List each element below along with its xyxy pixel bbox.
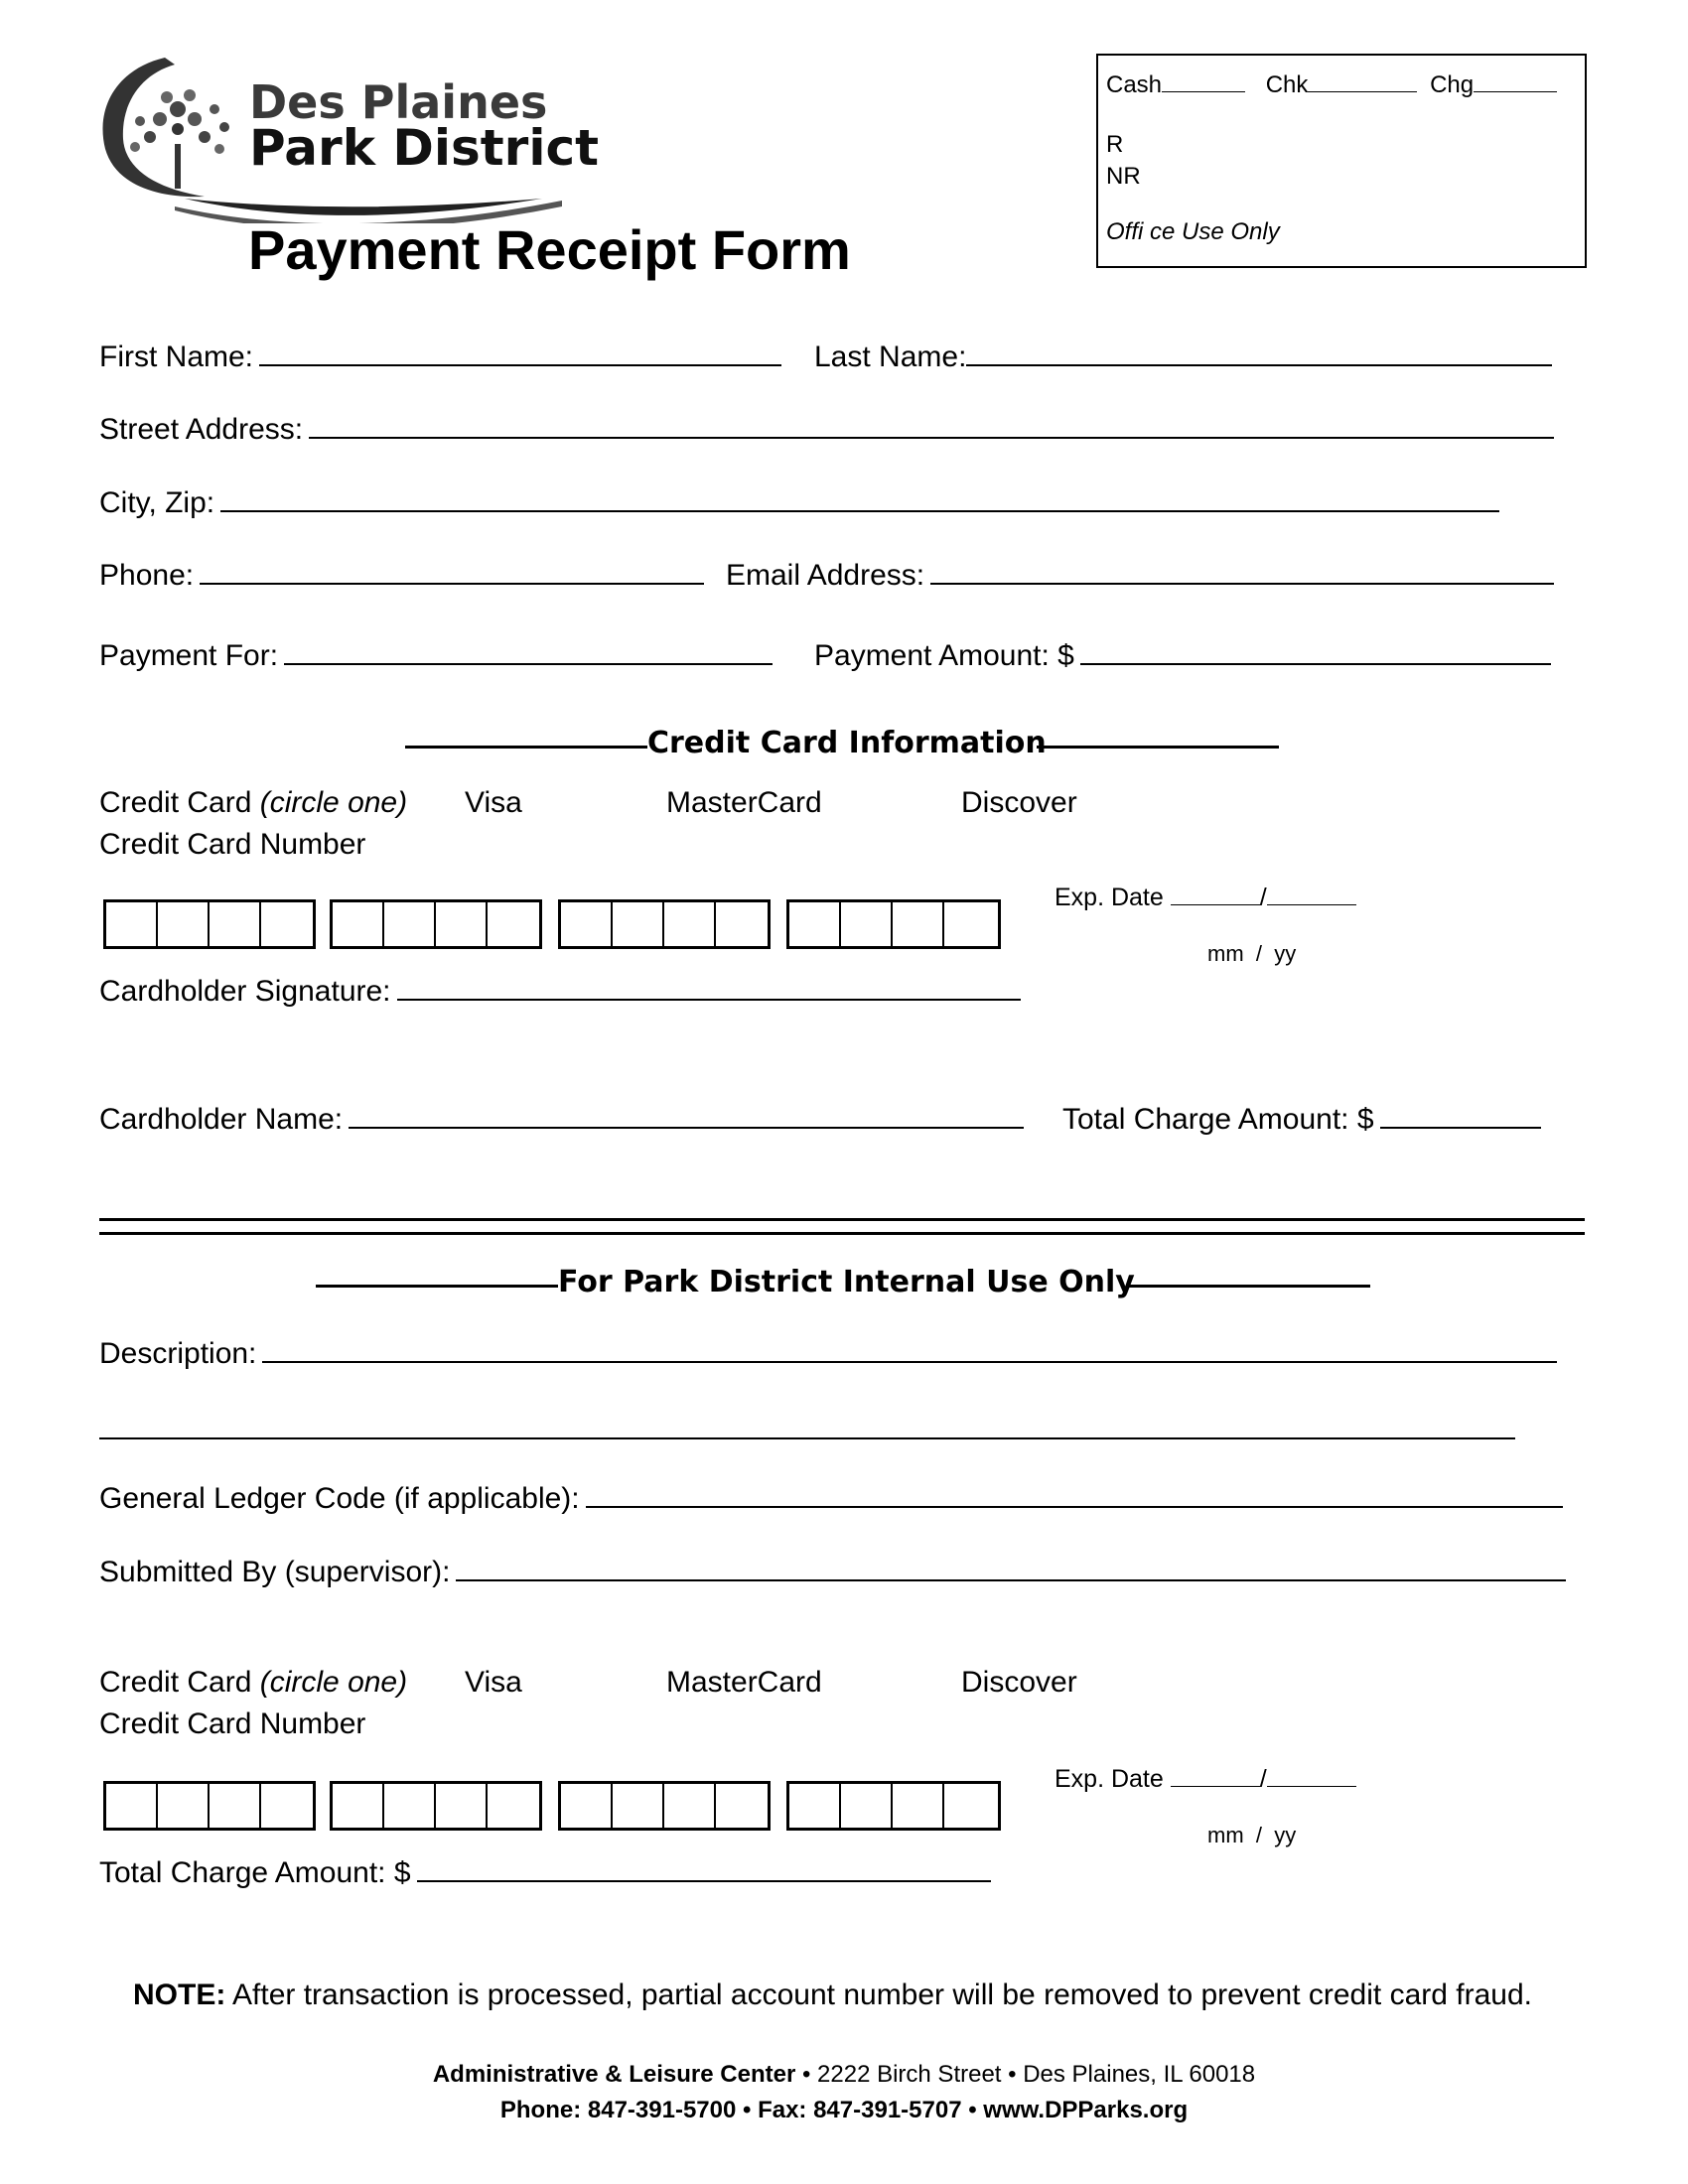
cc-digit-box[interactable] xyxy=(436,902,488,946)
page-title: Payment Receipt Form xyxy=(248,218,851,281)
divider-rule-top xyxy=(99,1218,1585,1221)
footer-address-text: • 2222 Birch Street • Des Plaines, IL 60018 xyxy=(801,2061,1256,2088)
description-field-line-2[interactable] xyxy=(99,1437,1515,1439)
phone-label: Phone: xyxy=(99,559,195,592)
cc-digit-box[interactable] xyxy=(893,902,944,946)
cc-number-group-4[interactable] xyxy=(786,899,1001,949)
cc-digit-box[interactable] xyxy=(158,902,210,946)
submitted-by-field[interactable] xyxy=(456,1579,1566,1581)
divider-rule-bottom xyxy=(99,1232,1585,1235)
note-row xyxy=(133,1980,1532,2010)
payment-amount-label: Payment Amount: $ xyxy=(814,639,1074,672)
ledger-row xyxy=(99,1484,1563,1514)
last-name-label: Last Name: xyxy=(814,341,967,373)
payment-for-label: Payment For: xyxy=(99,639,279,672)
exp-date-row xyxy=(1055,886,1356,910)
internal-cc-circle-one: (circle one) xyxy=(259,1666,408,1699)
office-chk-label: Chk xyxy=(1265,71,1309,98)
internal-exp-year-field[interactable] xyxy=(1267,1786,1356,1787)
internal-exp-date-format: mm / yy xyxy=(1207,1823,1297,1847)
cc-digit-box[interactable] xyxy=(664,1784,716,1828)
cc-visa-option[interactable]: Visa xyxy=(465,786,522,819)
submitted-by-row xyxy=(99,1558,1566,1587)
internal-cc-mastercard-option[interactable]: MasterCard xyxy=(666,1666,822,1699)
street-row xyxy=(99,415,1554,445)
cc-digit-box[interactable] xyxy=(210,1784,261,1828)
footer-contact: Phone: 847-391-5700 • Fax: 847-391-5707 • www.DPParks.org xyxy=(499,2097,1189,2123)
office-cash-line[interactable] xyxy=(1162,91,1245,92)
payment-for-field[interactable] xyxy=(284,663,773,665)
total-charge-field[interactable] xyxy=(1380,1127,1541,1129)
internal-total-charge-field[interactable] xyxy=(417,1880,991,1882)
cc-digit-box[interactable] xyxy=(944,1784,996,1828)
cc-digit-box[interactable] xyxy=(261,1784,313,1828)
email-field[interactable] xyxy=(930,583,1554,585)
cc-digit-box[interactable] xyxy=(488,902,539,946)
cc-digit-box[interactable] xyxy=(716,902,768,946)
cc-digit-box[interactable] xyxy=(436,1784,488,1828)
total-charge-row xyxy=(1062,1105,1541,1135)
exp-date-label: Exp. Date xyxy=(1055,884,1164,911)
internal-cc-number-group-1[interactable] xyxy=(103,1781,316,1831)
email-label: Email Address: xyxy=(726,559,925,592)
cc-digit-box[interactable] xyxy=(789,1784,841,1828)
cc-mastercard-option[interactable]: MasterCard xyxy=(666,786,822,819)
cc-digit-box[interactable] xyxy=(789,902,841,946)
logo-line1: Des Plaines xyxy=(249,75,548,129)
cc-discover-option[interactable]: Discover xyxy=(961,786,1077,819)
cardholder-name-field[interactable] xyxy=(349,1127,1024,1129)
cardholder-name-label: Cardholder Name: xyxy=(99,1103,344,1136)
internal-cc-visa-option[interactable]: Visa xyxy=(465,1666,522,1699)
cc-digit-box[interactable] xyxy=(210,902,261,946)
internal-heading-rule-right xyxy=(1128,1285,1370,1288)
cc-label: Credit Card xyxy=(99,786,252,819)
note-label: NOTE: xyxy=(133,1979,226,2011)
phone-field[interactable] xyxy=(200,583,704,585)
cc-digit-box[interactable] xyxy=(561,1784,613,1828)
internal-cc-number-group-4[interactable] xyxy=(786,1781,1001,1831)
cc-digit-box[interactable] xyxy=(841,902,893,946)
internal-exp-date-slash: / xyxy=(1259,1765,1267,1793)
cc-digit-box[interactable] xyxy=(841,1784,893,1828)
email-row xyxy=(726,561,1554,591)
description-field[interactable] xyxy=(262,1361,1557,1363)
submitted-by-label: Submitted By (supervisor): xyxy=(99,1556,451,1588)
internal-exp-date-row xyxy=(1055,1767,1356,1792)
internal-cc-discover-option[interactable]: Discover xyxy=(961,1666,1077,1699)
cc-digit-box[interactable] xyxy=(158,1784,210,1828)
signature-field[interactable] xyxy=(397,999,1021,1001)
cc-number-group-2[interactable] xyxy=(330,899,542,949)
internal-heading: For Park District Internal Use Only xyxy=(558,1265,1135,1299)
cc-digit-box[interactable] xyxy=(561,902,613,946)
internal-cc-number-label: Credit Card Number xyxy=(99,1707,366,1740)
street-field[interactable] xyxy=(309,437,1554,439)
cc-digit-box[interactable] xyxy=(613,902,664,946)
first-name-row xyxy=(99,342,781,372)
cc-digit-box[interactable] xyxy=(106,1784,158,1828)
credit-heading-rule-right xyxy=(1037,746,1279,749)
exp-date-slash: / xyxy=(1259,884,1267,911)
cc-digit-box[interactable] xyxy=(944,902,996,946)
ledger-field[interactable] xyxy=(586,1506,1563,1508)
cc-digit-box[interactable] xyxy=(384,902,436,946)
cardholder-name-row xyxy=(99,1105,1024,1135)
office-chk-line[interactable] xyxy=(1308,91,1417,92)
internal-exp-date-label: Exp. Date xyxy=(1055,1765,1164,1793)
logo xyxy=(95,50,612,223)
city-zip-row xyxy=(99,488,1499,518)
office-r-label: R xyxy=(1106,131,1124,158)
payment-for-row xyxy=(99,641,773,671)
first-name-field[interactable] xyxy=(259,364,781,366)
city-zip-field[interactable] xyxy=(220,510,1499,512)
cc-digit-box[interactable] xyxy=(333,1784,384,1828)
payment-amount-field[interactable] xyxy=(1080,663,1551,665)
first-name-label: First Name: xyxy=(99,341,254,373)
internal-cc-number-group-2[interactable] xyxy=(330,1781,542,1831)
signature-row xyxy=(99,977,1021,1007)
internal-cc-number-group-3[interactable] xyxy=(558,1781,771,1831)
cc-type-row xyxy=(99,788,407,818)
internal-cc-label: Credit Card xyxy=(99,1666,252,1699)
office-use-note: Offi ce Use Only xyxy=(1106,218,1280,245)
footer-center-name: Administrative & Leisure Center xyxy=(432,2061,796,2088)
cc-digit-box[interactable] xyxy=(716,1784,768,1828)
office-cash-label: Cash xyxy=(1106,71,1163,98)
description-row xyxy=(99,1339,1557,1369)
cc-digit-box[interactable] xyxy=(261,902,313,946)
cc-digit-box[interactable] xyxy=(613,1784,664,1828)
cc-number-group-1[interactable] xyxy=(103,899,316,949)
phone-row xyxy=(99,561,704,591)
internal-total-charge-label: Total Charge Amount: $ xyxy=(99,1856,411,1889)
cc-digit-box[interactable] xyxy=(893,1784,944,1828)
exp-month-field[interactable] xyxy=(1171,904,1260,905)
office-chg-label: Chg xyxy=(1430,71,1475,98)
footer-address xyxy=(0,2063,1688,2087)
cc-digit-box[interactable] xyxy=(333,902,384,946)
ledger-label: General Ledger Code (if applicable): xyxy=(99,1482,580,1515)
office-chg-line[interactable] xyxy=(1474,91,1557,92)
internal-exp-month-field[interactable] xyxy=(1171,1786,1260,1787)
cc-digit-box[interactable] xyxy=(488,1784,539,1828)
exp-date-format: mm / yy xyxy=(1207,941,1297,966)
cc-digit-box[interactable] xyxy=(384,1784,436,1828)
logo-line2: Park District xyxy=(249,119,600,177)
cc-number-label: Credit Card Number xyxy=(99,828,366,861)
cc-digit-box[interactable] xyxy=(664,902,716,946)
last-name-field[interactable] xyxy=(966,364,1552,366)
office-use-box xyxy=(1096,54,1587,268)
street-label: Street Address: xyxy=(99,413,304,446)
payment-amount-row xyxy=(814,641,1551,671)
cc-number-group-3[interactable] xyxy=(558,899,771,949)
credit-heading-rule-left xyxy=(405,746,647,749)
internal-heading-rule-left xyxy=(316,1285,558,1288)
description-label: Description: xyxy=(99,1337,257,1370)
internal-cc-type-row xyxy=(99,1668,407,1698)
office-cash-row xyxy=(1106,73,1557,97)
office-nr-label: NR xyxy=(1106,163,1141,190)
last-name-row xyxy=(814,342,1552,372)
note-text: After transaction is processed, partial account number will be removed to prevent credit card fraud. xyxy=(232,1979,1532,2011)
cc-circle-one: (circle one) xyxy=(259,786,408,819)
credit-heading: Credit Card Information xyxy=(647,726,1047,760)
internal-total-charge-row xyxy=(99,1858,991,1888)
exp-year-field[interactable] xyxy=(1267,904,1356,905)
signature-label: Cardholder Signature: xyxy=(99,975,391,1008)
cc-digit-box[interactable] xyxy=(106,902,158,946)
city-zip-label: City, Zip: xyxy=(99,486,215,519)
total-charge-label: Total Charge Amount: $ xyxy=(1062,1103,1374,1136)
